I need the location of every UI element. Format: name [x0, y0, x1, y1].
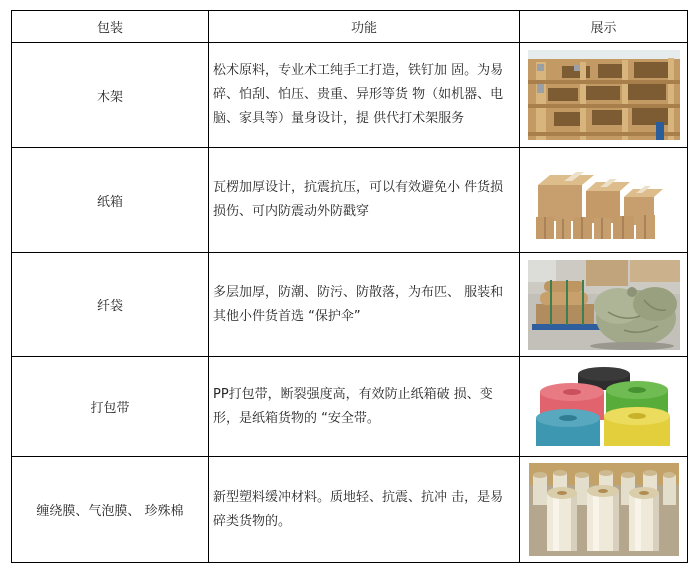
wooden-crates-photo: [528, 50, 680, 140]
packaging-name: 纸箱: [12, 148, 209, 253]
strap-rolls-photo: [528, 362, 680, 452]
packaging-info-table: [11, 10, 688, 563]
function-description: 多层加厚，防潮、防污、防散落，为布匹、 服装和其他小件货首选 “保护伞”: [209, 253, 520, 357]
fiber-bags-photo: [528, 260, 680, 350]
header-row: [12, 11, 688, 43]
header-function: 功能: [209, 11, 520, 43]
table-row: [12, 457, 688, 563]
function-description: 新型塑料缓冲材料。质地轻、抗震、抗冲 击，是易碎类货物的。: [209, 457, 520, 563]
table-row: [12, 148, 688, 253]
packaging-info-table-container: [11, 10, 688, 563]
packaging-name: 打包带: [12, 357, 209, 457]
table-row: [12, 43, 688, 148]
display-photo-cell: [520, 253, 688, 357]
function-description: 瓦楞加厚设计，抗震抗压，可以有效避免小 件货损损伤、可内防震动外防戳穿: [209, 148, 520, 253]
header-packaging: 包装: [12, 11, 209, 43]
display-photo-cell: [520, 43, 688, 148]
stretch-film-photo: [529, 463, 679, 556]
display-photo-cell: [520, 148, 688, 253]
packaging-name: 纤袋: [12, 253, 209, 357]
table-row: [12, 357, 688, 457]
display-photo-cell: [520, 457, 688, 563]
function-description: 松术原料，专业术工纯手工打造，铁钉加 固。为易碎、怕刮、怕压、贵重、异形等货 物（如机器、电脑、家具等）量身设计，提 供代打术架服务: [209, 43, 520, 148]
header-display: 展示: [520, 11, 688, 43]
packaging-name: 缠绕膜、气泡膜、 珍殊棉: [12, 457, 209, 563]
display-photo-cell: [520, 357, 688, 457]
function-description: PP打包带，断裂强度高，有效防止纸箱破 损、变形，是纸箱货物的 “安全带。: [209, 357, 520, 457]
table-row: [12, 253, 688, 357]
cardboard-boxes-photo: [528, 155, 680, 245]
packaging-name: 木架: [12, 43, 209, 148]
